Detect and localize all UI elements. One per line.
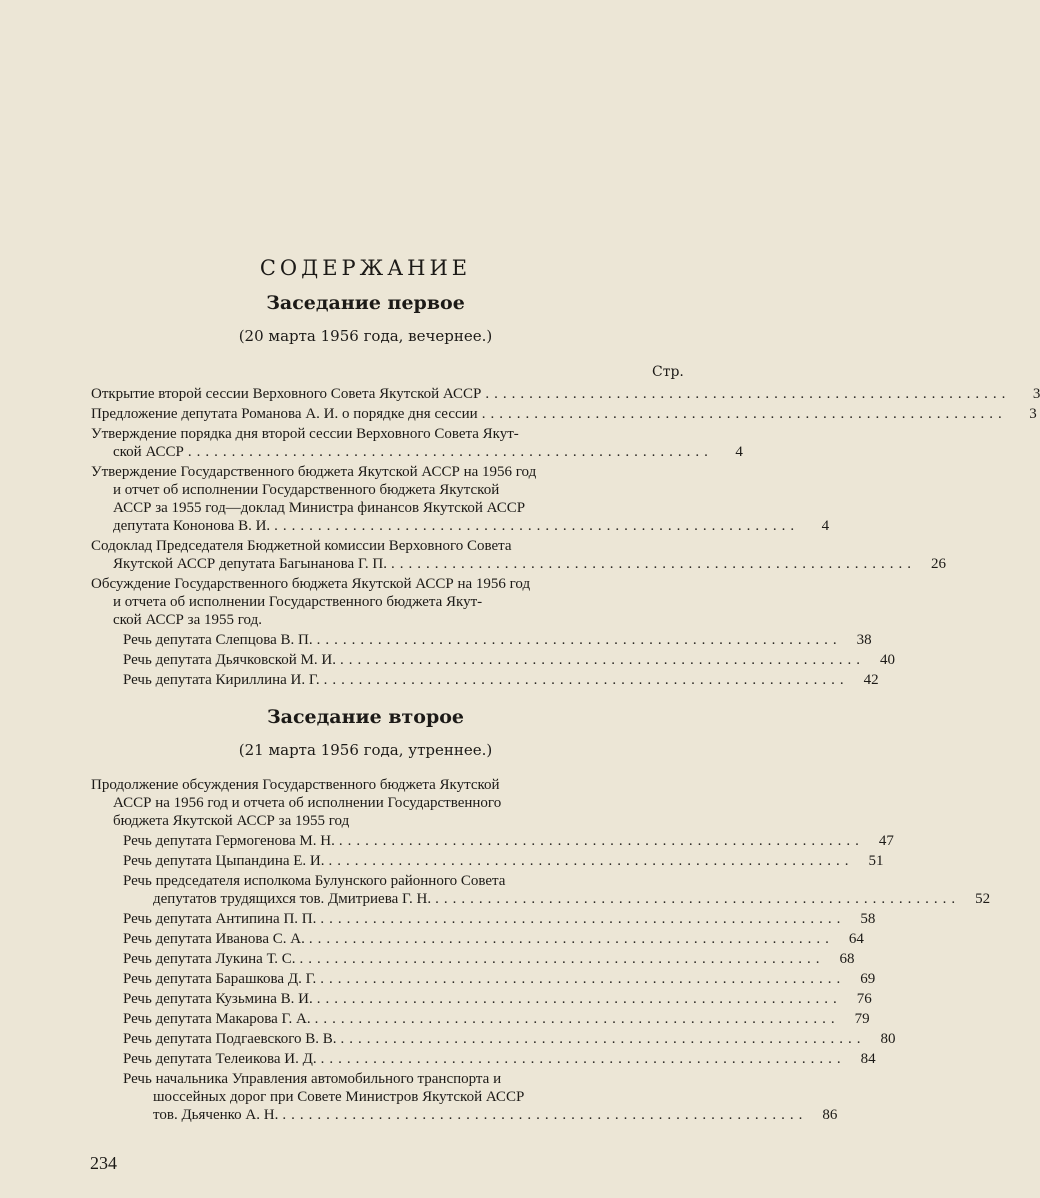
dot-leader: ............................................................: [299, 951, 825, 967]
toc-entry-text: Якутской АССР депутата Багынанова Г. П.: [113, 556, 388, 572]
toc-entry-text: Речь депутата Кириллина И. Г.: [123, 672, 320, 688]
toc-entry-text: Речь депутата Слепцова В. П.: [123, 632, 313, 648]
toc-entry-line: [91, 405, 1037, 423]
toc-page-number: 26: [931, 556, 947, 572]
session2-title: Заседание второе: [266, 706, 465, 728]
toc-entry-line: [91, 575, 666, 593]
toc-entry-line: [91, 611, 666, 629]
toc-entry: [91, 671, 879, 689]
toc-entry-line: [91, 671, 879, 689]
dot-leader: ............................................................: [485, 386, 1011, 402]
toc-page-number: 3: [1032, 386, 1040, 402]
toc-page-number: 79: [854, 1011, 870, 1027]
toc-entry-text: и отчета об исполнении Государственного бюджета Якут-: [113, 594, 483, 610]
toc-entry-text: Речь депутата Иванова С. А.: [123, 931, 305, 947]
toc-entry-text: Открытие второй сессии Верховного Совета Якутской АССР: [91, 386, 482, 402]
dot-leader: ............................................................: [308, 931, 834, 947]
toc-entry-line: [91, 910, 876, 928]
toc-page-number: 47: [878, 833, 894, 849]
toc-entry: [91, 776, 666, 830]
toc-entry-text: Речь депутата Барашкова Д. Г.: [123, 971, 317, 987]
toc-entry: [91, 425, 743, 461]
dot-leader: ............................................................: [435, 891, 961, 907]
toc-entry: [91, 1010, 870, 1028]
toc-entry-line: [91, 1010, 870, 1028]
toc-entry: [91, 970, 876, 988]
toc-page-number: 4: [821, 518, 830, 534]
toc-entry: [91, 575, 666, 629]
toc-entry-line: [91, 463, 666, 481]
dot-leader: ............................................................: [316, 632, 842, 648]
toc-entry-line: [91, 872, 666, 890]
dot-leader: ............................................................: [320, 971, 846, 987]
dot-leader: ............................................................: [187, 444, 713, 460]
toc-entry-text: Речь депутата Телеикова И. Д.: [123, 1051, 317, 1067]
toc-entry-line: [91, 593, 666, 611]
toc-entry-text: Речь депутата Гермогенова М. Н.: [123, 833, 335, 849]
toc-entry: [91, 872, 991, 908]
toc-entry-text: Речь депутата Подгаевского В. В.: [123, 1031, 337, 1047]
toc-page-number: 40: [879, 652, 895, 668]
toc-entry: [91, 852, 884, 870]
session2-contents: [91, 776, 991, 1126]
toc-entry-text: ской АССР за 1955 год.: [113, 612, 262, 628]
toc-page-number: 86: [822, 1107, 838, 1123]
session1-contents: [91, 385, 1040, 691]
toc-page-number: 76: [856, 991, 872, 1007]
toc-entry: [91, 651, 895, 669]
toc-entry: [91, 405, 1037, 423]
toc-page-number: 64: [848, 931, 864, 947]
dot-leader: ............................................................: [320, 911, 846, 927]
toc-entry-text: тов. Дьяченко А. Н.: [153, 1107, 279, 1123]
toc-entry-text: Речь депутата Цыпандина Е. И.: [123, 853, 325, 869]
toc-entry: [91, 463, 830, 535]
toc-entry-text: бюджета Якутской АССР за 1955 год: [113, 813, 350, 829]
toc-page-number: 51: [868, 853, 884, 869]
toc-page-number: 52: [975, 891, 991, 907]
toc-page-number: 80: [880, 1031, 896, 1047]
toc-entry-text: Речь начальника Управления автомобильного транспорта и: [123, 1071, 502, 1087]
toc-page-number: 38: [856, 632, 872, 648]
toc-entry-text: Обсуждение Государственного бюджета Якутской АССР на 1956 год: [91, 576, 531, 592]
toc-entry-text: Речь депутата Антипина П. П.: [123, 911, 317, 927]
toc-page-number: 68: [839, 951, 855, 967]
toc-entry: [91, 990, 872, 1008]
toc-page-number: 4: [735, 444, 743, 460]
toc-entry-line: [91, 517, 830, 535]
toc-entry-text: Утверждение порядка дня второй сессии Верховного Совета Якут-: [91, 426, 519, 442]
toc-entry-text: Содоклад Председателя Бюджетной комиссии Верховного Совета: [91, 538, 512, 554]
toc-entry-text: шоссейных дорог при Совете Министров Якутской АССР: [153, 1089, 525, 1105]
toc-entry-line: [91, 631, 872, 649]
dot-leader: ............................................................: [314, 1011, 840, 1027]
dot-leader: ............................................................: [328, 853, 854, 869]
session1-title: Заседание первое: [266, 292, 465, 314]
toc-entry-line: [91, 651, 895, 669]
toc-entry: [91, 631, 872, 649]
toc-entry-line: [91, 1050, 876, 1068]
toc-entry-line: [91, 890, 991, 908]
toc-page-number: 58: [860, 911, 876, 927]
toc-page-number: 42: [863, 672, 879, 688]
toc-entry: [91, 1030, 896, 1048]
toc-entry: [91, 537, 947, 573]
toc-entry: [91, 385, 1040, 403]
toc-entry: [91, 910, 876, 928]
page-title: СОДЕРЖАНИЕ: [259, 256, 472, 280]
toc-entry-line: [91, 499, 666, 517]
toc-entry: [91, 1070, 838, 1124]
toc-entry-line: [91, 443, 743, 461]
dot-leader: ............................................................: [282, 1107, 808, 1123]
toc-entry-text: Речь председателя исполкома Булунского районного Совета: [123, 873, 506, 889]
toc-entry-line: [91, 425, 666, 443]
toc-entry-text: АССР на 1956 год и отчета об исполнении Государственного: [113, 795, 502, 811]
toc-entry-line: [91, 1070, 666, 1088]
toc-page-number: 84: [860, 1051, 876, 1067]
toc-entry-text: АССР за 1955 год—доклад Министра финансов Якутской АССР: [113, 500, 526, 516]
toc-entry: [91, 930, 864, 948]
toc-entry: [91, 950, 855, 968]
dot-leader: ............................................................: [316, 991, 842, 1007]
toc-entry-text: и отчет об исполнении Государственного бюджета Якутской: [113, 482, 500, 498]
dot-leader: ............................................................: [323, 672, 849, 688]
page-column-header: Стр.: [652, 364, 684, 380]
dot-leader: ............................................................: [339, 652, 865, 668]
toc-entry-text: Речь депутата Дьячковской М. И.: [123, 652, 336, 668]
toc-entry-line: [91, 1106, 838, 1124]
dot-leader: ............................................................: [338, 833, 864, 849]
dot-leader: ............................................................: [340, 1031, 866, 1047]
dot-leader: ............................................................: [274, 518, 800, 534]
toc-entry-text: Утверждение Государственного бюджета Якутской АССР на 1956 год: [91, 464, 537, 480]
toc-entry-text: Речь депутата Кузьмина В. И.: [123, 991, 313, 1007]
toc-entry-line: [91, 385, 1040, 403]
toc-entry-line: [91, 930, 864, 948]
dot-leader: ............................................................: [481, 406, 1007, 422]
toc-entry-line: [91, 832, 894, 850]
toc-page-number: 69: [860, 971, 876, 987]
toc-entry-line: [91, 794, 666, 812]
toc-entry-text: депутатов трудящихся тов. Дмитриева Г. Н.: [153, 891, 432, 907]
session1-date: (20 марта 1956 года, вечернее.): [238, 327, 493, 345]
toc-entry-text: Продолжение обсуждения Государственного бюджета Якутской: [91, 777, 500, 793]
toc-entry-text: Предложение депутата Романова А. И. о порядке дня сессии: [91, 406, 478, 422]
toc-page-number: 3: [1029, 406, 1037, 422]
page-number: 234: [90, 1153, 117, 1173]
toc-entry-line: [91, 950, 855, 968]
dot-leader: ............................................................: [320, 1051, 846, 1067]
toc-entry-line: [91, 555, 947, 573]
session2-date: (21 марта 1956 года, утреннее.): [238, 741, 493, 759]
toc-entry-line: [91, 1088, 666, 1106]
toc-entry-text: депутата Кононова В. И.: [113, 518, 271, 534]
toc-entry-line: [91, 1030, 896, 1048]
dot-leader: ............................................................: [391, 556, 917, 572]
toc-entry-line: [91, 812, 666, 830]
toc-entry-text: Речь депутата Лукина Т. С.: [123, 951, 296, 967]
toc-entry-text: Речь депутата Макарова Г. А.: [123, 1011, 311, 1027]
toc-entry-line: [91, 990, 872, 1008]
toc-entry-line: [91, 481, 666, 499]
toc-entry-line: [91, 537, 666, 555]
toc-entry: [91, 1050, 876, 1068]
toc-entry: [91, 832, 894, 850]
toc-entry-line: [91, 852, 884, 870]
toc-entry-text: ской АССР: [113, 444, 184, 460]
toc-entry-line: [91, 776, 666, 794]
toc-entry-line: [91, 970, 876, 988]
